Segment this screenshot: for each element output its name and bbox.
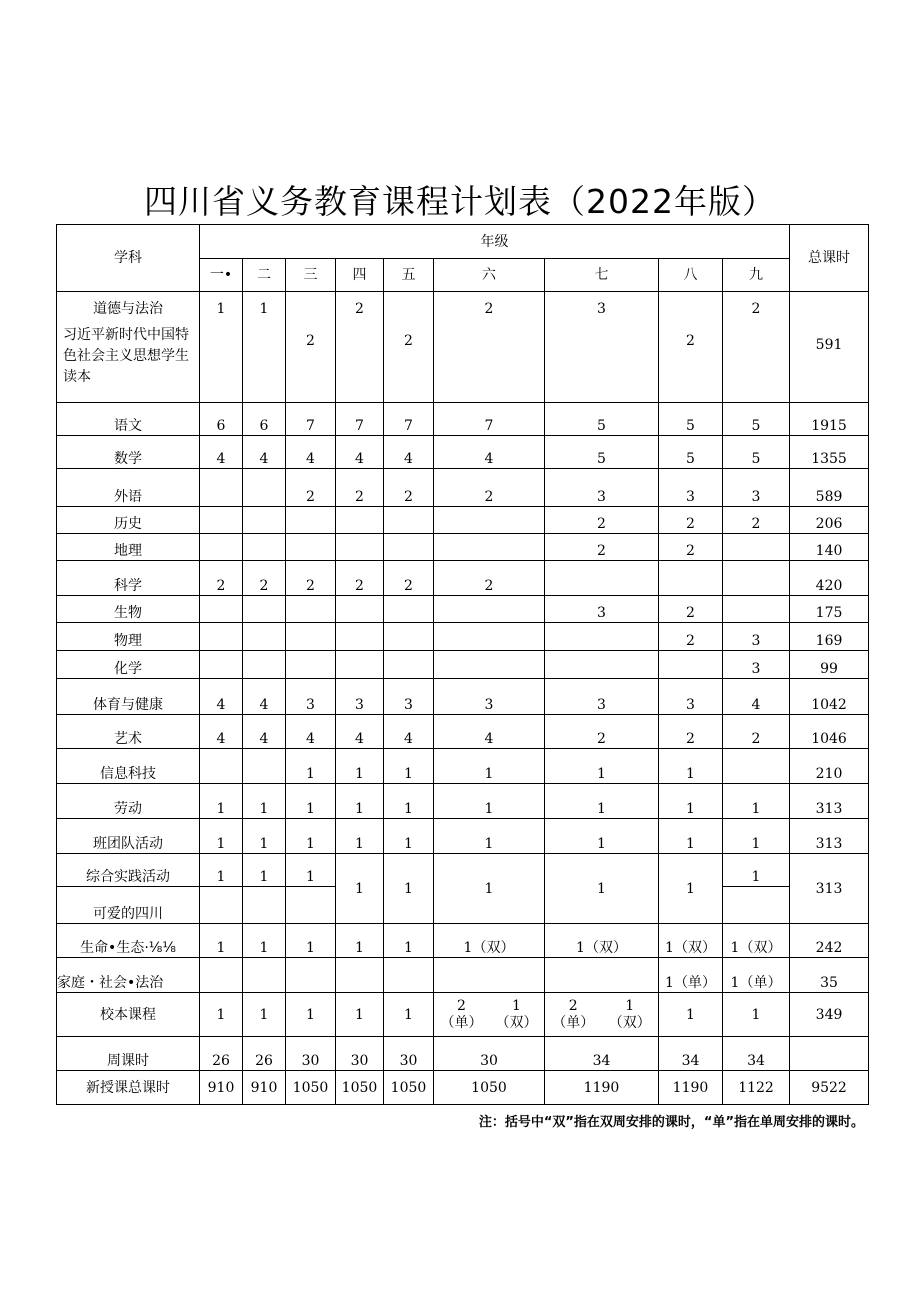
- subject-sichuan: 可爱的四川: [57, 887, 200, 924]
- header-total: 总课时: [790, 225, 869, 292]
- table-row: [57, 715, 869, 749]
- table-cell: 1: [545, 819, 659, 854]
- table-cell: 1: [286, 854, 336, 887]
- table-cell: 2: [336, 292, 384, 403]
- table-cell: 2: [434, 292, 545, 403]
- table-cell: [545, 958, 659, 993]
- table-cell: 4: [200, 679, 243, 715]
- table-cell: 7: [434, 403, 545, 436]
- table-cell: 1050: [434, 1071, 545, 1105]
- table-cell: 1（双）: [723, 924, 790, 958]
- table-cell: 2: [200, 561, 243, 596]
- table-cell: [200, 596, 243, 623]
- table-cell: 910: [243, 1071, 286, 1105]
- table-cell: [243, 596, 286, 623]
- table-cell: [286, 534, 336, 561]
- table-cell: 1: [200, 292, 243, 403]
- table-cell: 1: [659, 993, 723, 1037]
- table-cell: [434, 651, 545, 679]
- subject-labor: 劳动: [57, 784, 200, 819]
- total-cell: [790, 1037, 869, 1071]
- table-cell: [243, 958, 286, 993]
- table-cell: 4: [723, 679, 790, 715]
- total-cell: 313: [790, 784, 869, 819]
- table-cell: 2: [659, 292, 723, 403]
- table-cell: [200, 469, 243, 507]
- grade-header: 七: [545, 259, 659, 292]
- table-cell: 2: [659, 596, 723, 623]
- subject-math: 数学: [57, 436, 200, 469]
- table-cell: [434, 596, 545, 623]
- table-cell: 1: [384, 784, 434, 819]
- total-cell: 313: [790, 854, 869, 924]
- table-row: [57, 958, 869, 993]
- total-cell: 175: [790, 596, 869, 623]
- table-cell: [336, 507, 384, 534]
- total-cell: 169: [790, 623, 869, 651]
- table-row: [57, 1037, 869, 1071]
- table-cell: [434, 623, 545, 651]
- table-cell: 3: [545, 596, 659, 623]
- table-cell: 6: [243, 403, 286, 436]
- table-cell: 4: [243, 679, 286, 715]
- table-cell: 1: [336, 819, 384, 854]
- table-cell: 2: [286, 561, 336, 596]
- table-row: [57, 679, 869, 715]
- total-cell: 1355: [790, 436, 869, 469]
- grade-header: 八: [659, 259, 723, 292]
- table-cell: 2: [384, 292, 434, 403]
- subject-pe: 体育与健康: [57, 679, 200, 715]
- header-subject: 学科: [57, 225, 200, 292]
- table-cell: 5: [723, 436, 790, 469]
- table-cell: 2: [659, 715, 723, 749]
- table-cell: [243, 469, 286, 507]
- table-cell: 5: [659, 403, 723, 436]
- subject-foreign: 外语: [57, 469, 200, 507]
- table-cell: [723, 596, 790, 623]
- table-cell: 1（单）: [659, 958, 723, 993]
- table-cell: [243, 651, 286, 679]
- table-cell: 26: [200, 1037, 243, 1071]
- table-cell: 1: [384, 924, 434, 958]
- table-row: [57, 507, 869, 534]
- table-cell: 1: [384, 854, 434, 924]
- table-cell: 3: [434, 679, 545, 715]
- table-cell: 1（双）: [545, 924, 659, 958]
- table-cell: [286, 651, 336, 679]
- table-cell: 1（双）: [434, 924, 545, 958]
- table-row: [57, 784, 869, 819]
- grade-header: 六: [434, 259, 545, 292]
- table-cell: [384, 507, 434, 534]
- table-cell: 4: [336, 715, 384, 749]
- table-cell: 1050: [336, 1071, 384, 1105]
- table-cell: 1190: [659, 1071, 723, 1105]
- table-cell: 1: [243, 784, 286, 819]
- table-cell: 1: [286, 784, 336, 819]
- table-cell: 1: [434, 784, 545, 819]
- table-cell: [545, 623, 659, 651]
- table-cell: 1: [200, 924, 243, 958]
- grade-header: 一•: [200, 259, 243, 292]
- subject-family: 家庭・社会•法治: [57, 958, 200, 993]
- table-cell: 4: [434, 715, 545, 749]
- table-cell: [200, 651, 243, 679]
- table-cell: 1: [545, 784, 659, 819]
- subject-chinese: 语文: [57, 403, 200, 436]
- table-cell: 5: [659, 436, 723, 469]
- table-row: [57, 534, 869, 561]
- subject-history: 历史: [57, 507, 200, 534]
- table-cell: 1: [434, 819, 545, 854]
- table-cell: 2: [659, 507, 723, 534]
- table-cell: 1: [659, 854, 723, 924]
- subject-practice: 综合实践活动: [57, 854, 200, 887]
- table-cell: 3: [723, 623, 790, 651]
- table-cell: [286, 623, 336, 651]
- table-row: [57, 854, 869, 887]
- subject-weekly: 周课时: [57, 1037, 200, 1071]
- table-cell: 2: [659, 623, 723, 651]
- table-cell: 1: [336, 924, 384, 958]
- table-cell: 34: [545, 1037, 659, 1071]
- table-cell: 1: [243, 854, 286, 887]
- table-cell: 5: [545, 403, 659, 436]
- subject-art: 艺术: [57, 715, 200, 749]
- table-cell: 1: [286, 924, 336, 958]
- subject-xi: 习近平新时代中国特色社会主义思想学生读本: [63, 327, 189, 385]
- table-cell: 7: [336, 403, 384, 436]
- table-cell: 2: [336, 561, 384, 596]
- table-cell: 30: [286, 1037, 336, 1071]
- subject-newtotal: 新授课总课时: [57, 1071, 200, 1105]
- table-cell: [286, 958, 336, 993]
- table-row: [57, 436, 869, 469]
- subject-science: 科学: [57, 561, 200, 596]
- table-cell: 1: [384, 993, 434, 1037]
- table-cell: 2: [286, 469, 336, 507]
- table-row: [57, 596, 869, 623]
- table-cell: 2 1 （单） （双）: [545, 993, 659, 1037]
- table-cell: 4: [384, 715, 434, 749]
- table-cell: 30: [434, 1037, 545, 1071]
- table-cell: 591: [790, 292, 869, 403]
- table-cell: [336, 651, 384, 679]
- table-cell: 2: [286, 292, 336, 403]
- table-cell: [336, 534, 384, 561]
- table-cell: [384, 623, 434, 651]
- total-cell: 313: [790, 819, 869, 854]
- table-cell: 2: [243, 561, 286, 596]
- table-cell: [384, 534, 434, 561]
- grade-header: 二: [243, 259, 286, 292]
- table-cell: [200, 534, 243, 561]
- table-cell: 4: [336, 436, 384, 469]
- table-cell: 2: [545, 534, 659, 561]
- table-cell: 3: [659, 469, 723, 507]
- table-row: [57, 561, 869, 596]
- table-cell: 4: [243, 436, 286, 469]
- table-cell: 4: [286, 436, 336, 469]
- table-cell: 1: [200, 784, 243, 819]
- total-cell: 589: [790, 469, 869, 507]
- table-row: [57, 403, 869, 436]
- table-cell: [243, 749, 286, 784]
- table-cell: 1: [434, 749, 545, 784]
- total-cell: 1046: [790, 715, 869, 749]
- table-cell: 1: [659, 784, 723, 819]
- total-cell: 35: [790, 958, 869, 993]
- table-cell: 1: [336, 854, 384, 924]
- table-row: [57, 623, 869, 651]
- table-cell: 1: [659, 819, 723, 854]
- table-cell: [243, 507, 286, 534]
- table-row: [57, 651, 869, 679]
- table-cell: 4: [243, 715, 286, 749]
- table-cell: 1: [723, 784, 790, 819]
- table-cell: 1: [336, 749, 384, 784]
- table-cell: 1: [200, 854, 243, 887]
- table-cell: 1190: [545, 1071, 659, 1105]
- table-cell: [336, 958, 384, 993]
- subject-geography: 地理: [57, 534, 200, 561]
- table-cell: 3: [384, 679, 434, 715]
- table-row: [57, 819, 869, 854]
- table-cell: 34: [723, 1037, 790, 1071]
- table-cell: 1050: [384, 1071, 434, 1105]
- table-cell: [286, 507, 336, 534]
- table-cell: 2: [723, 507, 790, 534]
- table-cell: [384, 651, 434, 679]
- table-row: [57, 1071, 869, 1105]
- table-cell: [545, 561, 659, 596]
- table-cell: 4: [286, 715, 336, 749]
- table-cell: [286, 596, 336, 623]
- table-cell: [384, 596, 434, 623]
- table-row: [57, 469, 869, 507]
- table-cell: 2: [723, 292, 790, 403]
- table-cell: 3: [286, 679, 336, 715]
- table-cell: 2: [434, 469, 545, 507]
- table-cell: 3: [723, 651, 790, 679]
- table-cell: 910: [200, 1071, 243, 1105]
- table-cell: [723, 749, 790, 784]
- table-cell: 1122: [723, 1071, 790, 1105]
- table-cell: 6: [200, 403, 243, 436]
- table-cell: 4: [200, 715, 243, 749]
- table-cell: 1: [200, 993, 243, 1037]
- table-cell: 4: [200, 436, 243, 469]
- table-cell: [434, 534, 545, 561]
- table-cell: 1: [336, 993, 384, 1037]
- table-cell: 2: [434, 561, 545, 596]
- subject-physics: 物理: [57, 623, 200, 651]
- table-row: [57, 292, 869, 403]
- table-row: [57, 924, 869, 958]
- table-cell: [659, 651, 723, 679]
- table-cell: 1: [286, 993, 336, 1037]
- table-cell: 3: [659, 679, 723, 715]
- header-grade: 年级: [200, 225, 790, 259]
- table-cell: 1: [243, 993, 286, 1037]
- footnote: 注：括号中“双”指在双周安排的课时，“单”指在单周安排的课时。: [478, 1115, 864, 1130]
- table-cell: 34: [659, 1037, 723, 1071]
- total-cell: 9522: [790, 1071, 869, 1105]
- table-cell: 1（双）: [659, 924, 723, 958]
- subject-it: 信息科技: [57, 749, 200, 784]
- table-cell: 2 1 （单） （双）: [434, 993, 545, 1037]
- table-cell: 1: [384, 749, 434, 784]
- table-cell: 7: [384, 403, 434, 436]
- table-cell: 1: [723, 993, 790, 1037]
- subject-chemistry: 化学: [57, 651, 200, 679]
- table-cell: 4: [384, 436, 434, 469]
- table-cell: 1: [545, 854, 659, 924]
- subject-life: 生命•生态·⅛⅛: [57, 924, 200, 958]
- table-cell: 3: [545, 292, 659, 403]
- table-cell: [243, 623, 286, 651]
- table-cell: [200, 887, 243, 924]
- table-cell: 1: [434, 854, 545, 924]
- table-cell: 1: [659, 749, 723, 784]
- table-cell: 2: [336, 469, 384, 507]
- table-cell: 5: [545, 436, 659, 469]
- table-cell: 3: [545, 469, 659, 507]
- table-cell: [723, 561, 790, 596]
- total-cell: 349: [790, 993, 869, 1037]
- table-row: [57, 749, 869, 784]
- table-cell: 1050: [286, 1071, 336, 1105]
- subject-team: 班团队活动: [57, 819, 200, 854]
- table-cell: 1: [243, 819, 286, 854]
- table-cell: [200, 507, 243, 534]
- table-cell: 30: [384, 1037, 434, 1071]
- table-cell: [200, 958, 243, 993]
- table-cell: [336, 623, 384, 651]
- table-cell: 1: [243, 292, 286, 403]
- table-cell: 3: [723, 469, 790, 507]
- table-cell: 7: [286, 403, 336, 436]
- subject-school: 校本课程: [57, 993, 200, 1037]
- table-cell: 1（单）: [723, 958, 790, 993]
- subject-cell: [57, 292, 200, 403]
- grade-header: 五: [384, 259, 434, 292]
- table-cell: 3: [545, 679, 659, 715]
- total-cell: 420: [790, 561, 869, 596]
- table-cell: 2: [659, 534, 723, 561]
- total-cell: 206: [790, 507, 869, 534]
- table-cell: 5: [723, 403, 790, 436]
- table-cell: 1: [723, 819, 790, 854]
- table-cell: 30: [336, 1037, 384, 1071]
- table-cell: 1: [723, 854, 790, 887]
- table-cell: [200, 623, 243, 651]
- table-row: [57, 993, 869, 1037]
- total-cell: 1915: [790, 403, 869, 436]
- subject-moral: 道德与法治: [93, 301, 163, 317]
- table-cell: 1: [200, 819, 243, 854]
- table-cell: 2: [545, 507, 659, 534]
- table-cell: [384, 958, 434, 993]
- table-cell: 1: [286, 819, 336, 854]
- table-cell: [243, 534, 286, 561]
- table-cell: [200, 749, 243, 784]
- total-cell: 140: [790, 534, 869, 561]
- table-cell: 2: [545, 715, 659, 749]
- table-cell: 1: [286, 749, 336, 784]
- table-cell: [336, 596, 384, 623]
- table-cell: [434, 958, 545, 993]
- table-cell: [286, 887, 336, 924]
- table-cell: 3: [336, 679, 384, 715]
- total-cell: 99: [790, 651, 869, 679]
- table-cell: 1: [384, 819, 434, 854]
- total-cell: 242: [790, 924, 869, 958]
- table-cell: 26: [243, 1037, 286, 1071]
- page-title: 四川省义务教育课程计划表（2022年版）: [144, 182, 776, 221]
- table-cell: [659, 561, 723, 596]
- table-cell: [723, 534, 790, 561]
- table-cell: 2: [384, 561, 434, 596]
- table-cell: 1: [545, 749, 659, 784]
- table-cell: 4: [434, 436, 545, 469]
- table-cell: [434, 507, 545, 534]
- table-cell: [723, 887, 790, 924]
- subject-biology: 生物: [57, 596, 200, 623]
- total-cell: 210: [790, 749, 869, 784]
- table-cell: 2: [723, 715, 790, 749]
- grade-header: 三: [286, 259, 336, 292]
- total-cell: 1042: [790, 679, 869, 715]
- table-cell: 1: [336, 784, 384, 819]
- table-cell: [243, 887, 286, 924]
- table-cell: 1: [243, 924, 286, 958]
- curriculum-table: [56, 224, 869, 1105]
- grade-header: 九: [723, 259, 790, 292]
- table-cell: [545, 651, 659, 679]
- table-cell: 2: [384, 469, 434, 507]
- grade-header: 四: [336, 259, 384, 292]
